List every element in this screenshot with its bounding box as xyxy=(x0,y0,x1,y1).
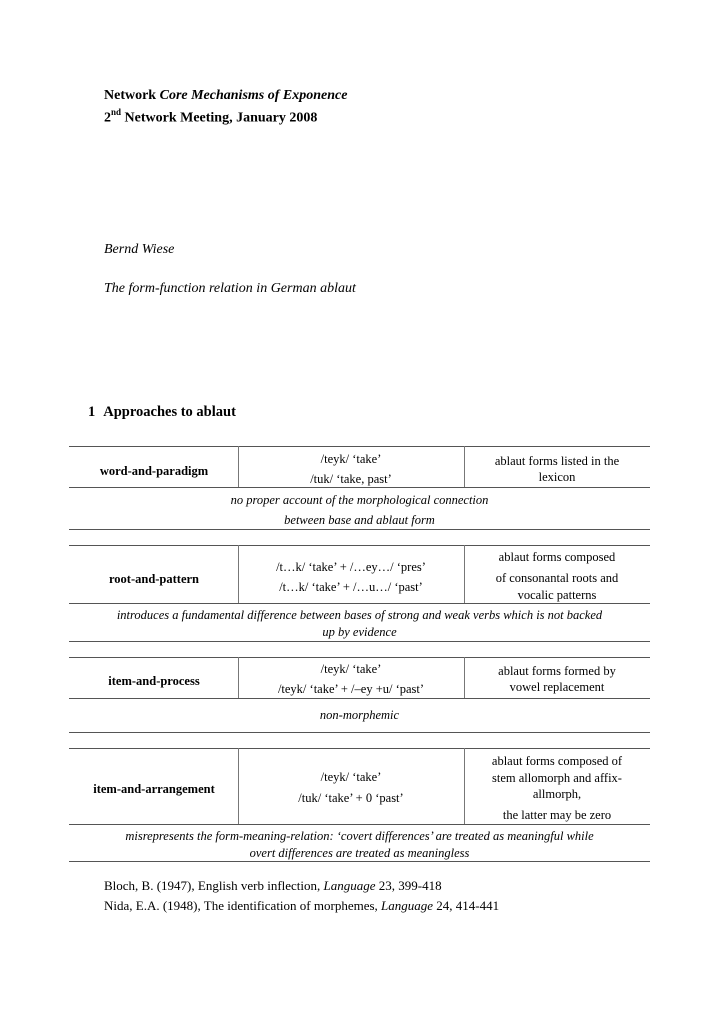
reference-text: Bloch, B. (1947), English verb inflection, xyxy=(104,878,324,893)
column-divider xyxy=(238,446,239,487)
critique-line: between base and ablaut form xyxy=(284,513,435,527)
description-line: of consonantal roots and xyxy=(495,571,619,585)
rule xyxy=(69,545,650,546)
form-line: /t…k/ ‘take’ + /…ey…/ ‘pres’ xyxy=(276,560,426,574)
column-divider xyxy=(238,748,239,824)
description-line: the latter may be zero xyxy=(502,808,612,822)
reference-entry xyxy=(104,876,442,896)
critique-line: introduces a fundamental difference between bases of strong and weak verbs which is not backed xyxy=(116,608,603,622)
network-title: Core Mechanisms of Exponence xyxy=(159,88,348,103)
approach-name: root-and-pattern xyxy=(108,572,200,586)
form-line: /tuk/ ‘take’ + 0 ‘past’ xyxy=(298,791,404,805)
reference-journal: Language xyxy=(323,878,376,893)
meeting-line xyxy=(104,108,317,127)
description-line: vocalic patterns xyxy=(517,588,597,602)
critique-line: non-morphemic xyxy=(319,708,400,722)
column-divider xyxy=(464,748,465,824)
form-line: /teyk/ ‘take’ xyxy=(320,662,382,676)
rule xyxy=(69,446,650,447)
rule xyxy=(69,641,650,642)
column-divider xyxy=(238,657,239,698)
reference-text: 23, 399-418 xyxy=(375,878,442,893)
section-title: Approaches to ablaut xyxy=(103,404,236,420)
meeting-ordinal-number: 2 xyxy=(104,110,111,126)
critique-line: up by evidence xyxy=(322,625,397,639)
network-prefix: Network xyxy=(104,88,160,103)
description-line: vowel replacement xyxy=(509,680,605,694)
column-divider xyxy=(464,657,465,698)
rule xyxy=(69,529,650,530)
critique-line: misrepresents the form-meaning-relation: ‘covert differences’ are treated as meaningful while xyxy=(125,829,594,843)
description-line: ablaut forms listed in the xyxy=(494,454,620,468)
rule xyxy=(69,748,650,749)
rule xyxy=(69,657,650,658)
rule xyxy=(69,824,650,825)
description-line: stem allomorph and affix- xyxy=(492,771,622,785)
description-line: lexicon xyxy=(538,470,576,484)
rule xyxy=(69,698,650,699)
critique-line: no proper account of the morphological connection xyxy=(230,493,489,507)
form-line: /teyk/ ‘take’ xyxy=(320,770,382,784)
meeting-ordinal-suffix: nd xyxy=(111,107,122,117)
author-name: Bernd Wiese xyxy=(104,242,175,257)
reference-entry xyxy=(104,896,499,916)
section-heading xyxy=(88,404,236,421)
rule xyxy=(69,861,650,862)
rule xyxy=(69,732,650,733)
description-line: ablaut forms composed of xyxy=(491,754,623,768)
column-divider xyxy=(238,545,239,603)
approach-name: item-and-arrangement xyxy=(93,782,215,796)
rule xyxy=(69,603,650,604)
network-line xyxy=(104,88,347,104)
column-divider xyxy=(464,545,465,603)
section-number: 1 xyxy=(88,404,96,420)
form-line: /tuk/ ‘take, past’ xyxy=(310,472,392,486)
description-line: ablaut forms formed by xyxy=(498,664,616,678)
column-divider xyxy=(464,446,465,487)
talk-title: The form-function relation in German ablaut xyxy=(104,281,356,296)
form-line: /teyk/ ‘take’ + /–ey +u/ ‘past’ xyxy=(277,682,425,696)
reference-journal: Language xyxy=(381,898,434,913)
approach-name: item-and-process xyxy=(108,674,200,688)
rule xyxy=(69,487,650,488)
approach-name: word-and-paradigm xyxy=(99,464,209,478)
reference-text: 24, 414-441 xyxy=(433,898,500,913)
critique-line: overt differences are treated as meaningless xyxy=(249,846,470,860)
description-line: allmorph, xyxy=(532,787,582,801)
form-line: /teyk/ ‘take’ xyxy=(320,452,382,466)
meeting-rest: Network Meeting, January 2008 xyxy=(121,110,318,126)
form-line: /t…k/ ‘take’ + /…u…/ ‘past’ xyxy=(279,580,423,594)
description-line: ablaut forms composed xyxy=(498,550,616,564)
reference-text: Nida, E.A. (1948), The identification of morphemes, xyxy=(104,898,382,913)
